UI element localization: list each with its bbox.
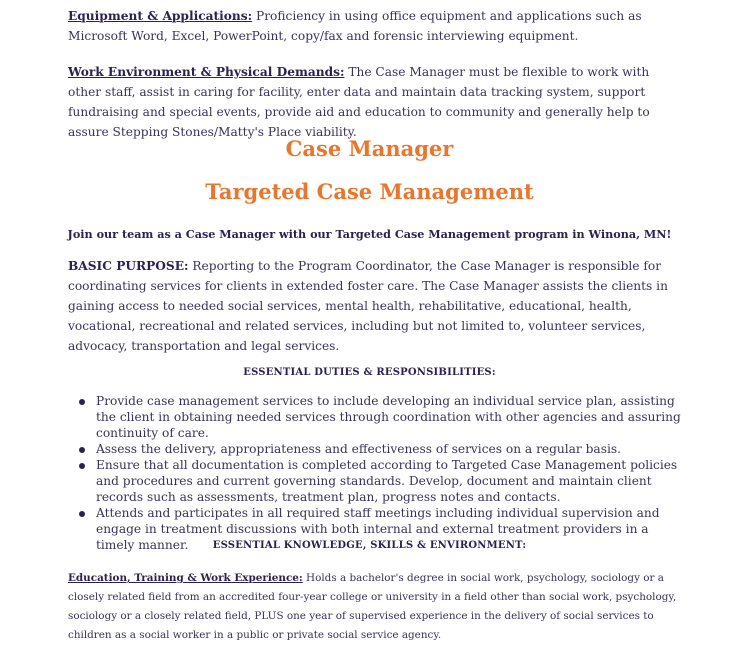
duty-text: Attends and participates in all required staff meetings including individual supervision and engage in treatment discussions with both internal and external treatment providers in a timely manner. <box>96 506 660 552</box>
basic-purpose-paragraph <box>68 256 683 356</box>
work-environment-paragraph <box>68 62 683 142</box>
duty-text: Assess the delivery, appropriateness and effectiveness of services on a regular basis. <box>96 442 621 456</box>
duties-section-title: ESSENTIAL DUTIES & RESPONSIBILITIES: <box>243 367 496 378</box>
list-item <box>74 393 686 441</box>
duties-list <box>74 393 686 553</box>
duty-text: Provide case management services to include developing an individual service plan, assisting the client in obtaining needed services through coordination with other agencies and assuring continuity of care. <box>96 394 681 440</box>
equipment-paragraph <box>68 6 683 46</box>
education-label: Education, Training & Work Experience: <box>68 572 303 584</box>
bullet-icon <box>79 463 85 469</box>
bullet-icon <box>79 511 85 517</box>
basic-purpose-label: BASIC PURPOSE: <box>68 259 189 273</box>
program-title: Targeted Case Management <box>205 179 534 204</box>
list-item <box>74 457 686 505</box>
job-title: Case Manager <box>285 136 454 161</box>
equipment-label: Equipment & Applications: <box>68 9 253 23</box>
basic-purpose-text: Reporting to the Program Coordinator, the Case Manager is responsible for coordinating services for clients in extended foster care. The Case Manager assists the clients in gaining access to needed social services, mental health, rehabilitative, educational, health, vocational, recreational and related services, including but not limited to, volunteer services, advocacy, transportation and legal services. <box>68 259 668 353</box>
equipment-text: Proficiency in using office equipment and applications such as Microsoft Word, Excel, PowerPoint, copy/fax and forensic interviewing equipment. <box>68 9 642 43</box>
work-environment-text: The Case Manager must be flexible to work with other staff, assist in caring for facility, enter data and maintain data tracking system, support fundraising and special events, provide aid and education to community and generally help to assure Stepping Stones/Matty's Place viability. <box>68 65 650 139</box>
work-environment-label: Work Environment & Physical Demands: <box>68 65 345 79</box>
knowledge-section-title: ESSENTIAL KNOWLEDGE, SKILLS & ENVIRONMENT: <box>212 540 527 551</box>
bullet-icon <box>79 447 85 453</box>
education-paragraph <box>68 569 683 645</box>
education-text: Holds a bachelor's degree in social work, psychology, sociology or a closely related field from an accredited four-year college or university in a field other than social work, psychology, sociology or a closely related field, PLUS one year of supervised experience in the delivery of social services to children as a social worker in a public or private social service agency. <box>68 572 677 641</box>
intro-text: Join our team as a Case Manager with our Targeted Case Management program in Winona, MN! <box>67 227 672 241</box>
list-item <box>74 441 686 457</box>
bullet-icon <box>79 399 85 405</box>
duty-text: Ensure that all documentation is completed according to Targeted Case Management policies and procedures and current governing standards. Develop, document and maintain client records such as assessments, treatment plan, progress notes and contacts. <box>96 458 678 504</box>
